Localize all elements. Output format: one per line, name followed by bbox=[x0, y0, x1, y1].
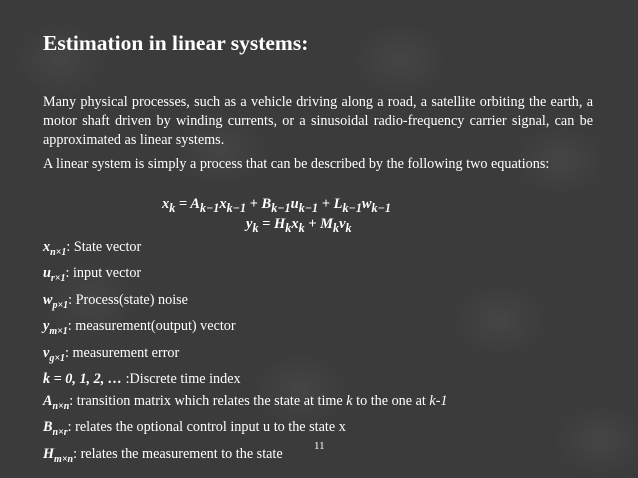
def-process-noise: $w_{p\times 1}$: Process(state) noise bbox=[43, 291, 188, 311]
def-state-vector: $x_{n\times 1}$: State vector bbox=[43, 239, 142, 258]
page-number: 11 bbox=[314, 440, 325, 452]
def-measurement-matrix: $H_{m\times n}$: relates the measurement to the state bbox=[43, 445, 283, 465]
slide-title: Estimation in linear systems: bbox=[43, 31, 309, 55]
def-time-index: k = 0, 1, 2, … :Discrete time index bbox=[43, 371, 241, 388]
measurement-equation: $y_k = H_kx_k + M_kv_k$ bbox=[246, 216, 352, 235]
definitions-list bbox=[43, 237, 448, 470]
intro-paragraph: Many physical processes, such as a vehicle driving along a road, a satellite orbiting the earth, a motor shaft driven by winding currents, or a sinusoidal radio-frequency carrier signal, can be approximated as linear systems. bbox=[43, 94, 593, 148]
def-measurement-vector: $y_{m\times 1}$: measurement(output) vector bbox=[43, 318, 236, 338]
def-control-matrix: $B_{n\times r}$: relates the optional control input u to the state x bbox=[43, 419, 346, 438]
def-measurement-error: $v_{g\times 1}$: measurement error bbox=[43, 344, 180, 364]
def-transition-matrix: $A_{n\times n}$: transition matrix which relates the state at time k to the one at k-1 bbox=[43, 392, 448, 412]
def-input-vector: $u_{r\times 1}$: input vector bbox=[43, 265, 142, 285]
linear-system-paragraph: A linear system is simply a process that can be described by the following two equations: bbox=[43, 156, 550, 172]
state-equation: $x_k = A_{k-1}x_{k-1} + B_{k-1}u_{k-1} + L_{k-1}w_{k-1}$ bbox=[162, 196, 391, 215]
